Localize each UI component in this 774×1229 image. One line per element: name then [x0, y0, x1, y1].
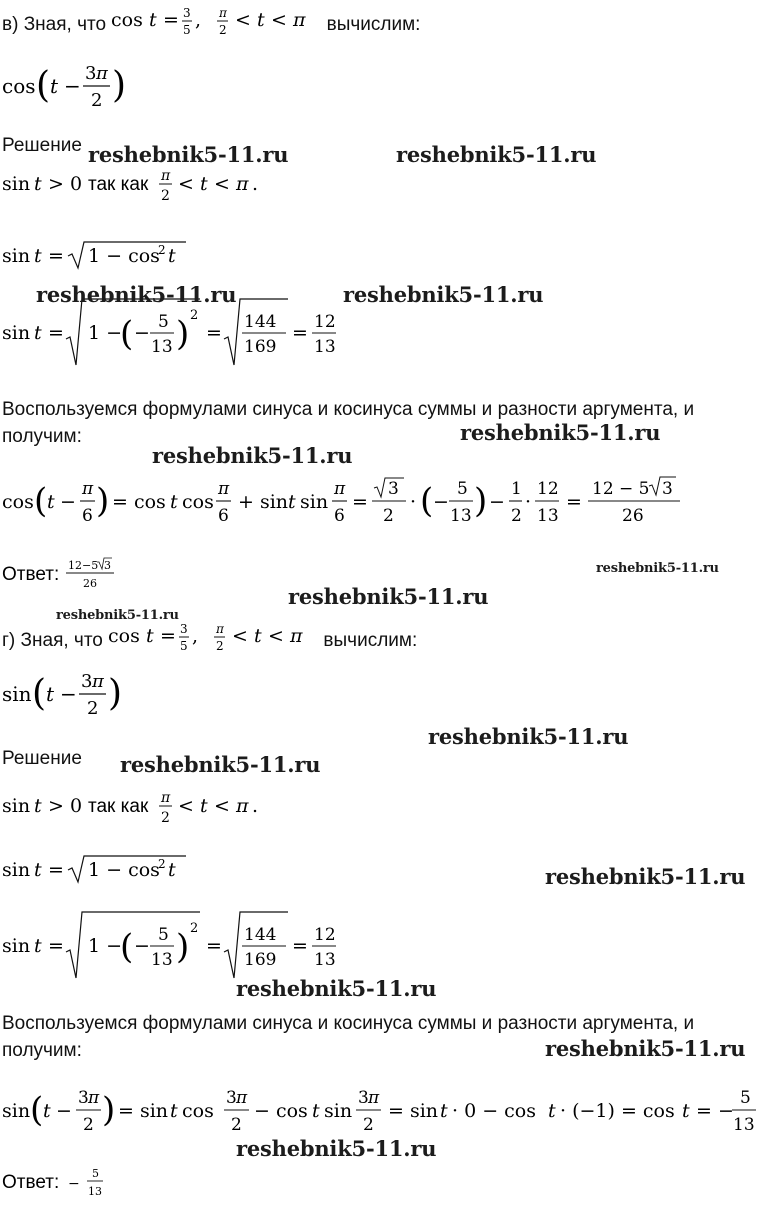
- svg-text:13: 13: [151, 950, 173, 970]
- svg-text:26: 26: [83, 577, 97, 590]
- svg-text:t: t: [440, 1100, 448, 1122]
- svg-text:t: t: [288, 491, 296, 513]
- part-v-solution-label: Решение: [2, 135, 82, 156]
- svg-text:1 −: 1 −: [88, 935, 123, 957]
- svg-text:): ): [474, 481, 488, 521]
- watermark-text: reshebnik5-11.ru: [120, 752, 321, 777]
- part-g-solution-label: Решение: [2, 748, 82, 769]
- svg-text:2: 2: [511, 506, 522, 526]
- watermark-text: reshebnik5-11.ru: [596, 561, 719, 576]
- svg-text:t: t: [170, 491, 178, 513]
- svg-text:2: 2: [219, 23, 227, 37]
- part-v-paragraph: Воспользуемся формулами синуса и косинуса суммы и разности аргумента, и получим:: [2, 399, 695, 447]
- part-v-answer: [2, 554, 152, 600]
- watermark-text: reshebnik5-11.ru: [236, 1136, 437, 1161]
- svg-text:π: π: [96, 63, 108, 84]
- svg-text:π: π: [219, 6, 228, 20]
- part-v-intro: в) Зная, что cos t = 3 5 , π 2 < t < π вычислим:: [2, 4, 420, 44]
- svg-text:π: π: [88, 1088, 100, 1108]
- svg-text:=: =: [48, 859, 64, 881]
- svg-text:13: 13: [314, 950, 336, 970]
- svg-text:π: π: [290, 625, 303, 647]
- svg-text:t: t: [34, 935, 42, 957]
- watermark-text: reshebnik5-11.ru: [396, 142, 597, 167]
- svg-text:3: 3: [85, 63, 97, 84]
- svg-text:12: 12: [314, 925, 336, 945]
- svg-text:t: t: [47, 491, 55, 513]
- svg-text:2: 2: [363, 1115, 374, 1135]
- svg-text:· 0 − cos: · 0 − cos: [452, 1100, 536, 1122]
- svg-text:3: 3: [104, 559, 111, 572]
- svg-text:>: >: [48, 173, 64, 195]
- svg-text:t: t: [146, 625, 154, 647]
- svg-text:<: <: [214, 795, 230, 817]
- svg-text:5: 5: [183, 23, 191, 37]
- svg-text:1 − cos: 1 − cos: [88, 859, 160, 881]
- svg-text:t: t: [34, 322, 42, 344]
- svg-text:t: t: [548, 1100, 556, 1122]
- svg-text:t: t: [34, 245, 42, 267]
- svg-text:13: 13: [537, 506, 559, 526]
- svg-text:(: (: [36, 65, 51, 106]
- part-v-answer-label: Ответ:: [2, 564, 60, 585]
- svg-text:· (−1) = cos: · (−1) = cos: [560, 1100, 675, 1122]
- svg-text:t: t: [682, 1100, 690, 1122]
- svg-text:2: 2: [91, 90, 103, 111]
- watermark-text: reshebnik5-11.ru: [88, 142, 289, 167]
- svg-text:π: π: [368, 1088, 380, 1108]
- svg-text:6: 6: [218, 506, 229, 526]
- svg-text:=: =: [48, 935, 64, 957]
- svg-text:+ sin: + sin: [238, 491, 289, 513]
- svg-text:sin: sin: [2, 322, 31, 344]
- svg-text:cos: cos: [2, 491, 34, 513]
- svg-text:2: 2: [87, 698, 99, 719]
- svg-text:sin: sin: [2, 682, 32, 706]
- svg-text:=: =: [48, 245, 64, 267]
- svg-text:<: <: [268, 625, 285, 647]
- svg-text:(: (: [120, 927, 134, 967]
- svg-text:π: π: [161, 168, 171, 184]
- svg-text:): ): [176, 927, 190, 967]
- svg-text:t: t: [46, 682, 55, 706]
- watermark-text: reshebnik5-11.ru: [236, 976, 437, 1001]
- svg-text:0: 0: [70, 173, 83, 195]
- svg-text:t: t: [34, 795, 42, 817]
- svg-text:−: −: [64, 74, 81, 98]
- part-g-answer: [2, 1162, 152, 1208]
- watermark-text: reshebnik5-11.ru: [545, 1036, 746, 1061]
- svg-text:12: 12: [537, 479, 559, 499]
- part-g-intro: г) Зная, что cos t = 3 5 , π 2 < t < π вычислим:: [2, 620, 417, 660]
- svg-text:13: 13: [151, 337, 173, 357]
- svg-text:12: 12: [314, 312, 336, 332]
- svg-text:.: .: [252, 173, 259, 195]
- svg-text:=: =: [48, 322, 64, 344]
- svg-text:144: 144: [244, 312, 277, 332]
- svg-text:t: t: [34, 173, 42, 195]
- svg-text:cos: cos: [108, 625, 140, 647]
- svg-text:12 − 5: 12 − 5: [592, 479, 650, 499]
- svg-text:−: −: [60, 491, 76, 513]
- watermark-text: reshebnik5-11.ru: [460, 420, 661, 445]
- svg-text:π: π: [236, 1088, 248, 1108]
- svg-text:1 −: 1 −: [88, 322, 123, 344]
- svg-text:(: (: [34, 481, 48, 521]
- part-v-given-math: [111, 4, 321, 44]
- svg-text:t: t: [200, 795, 208, 817]
- svg-text:2: 2: [190, 308, 199, 323]
- svg-text:,: ,: [192, 625, 199, 647]
- svg-text:0: 0: [70, 795, 83, 817]
- part-g-task: [2, 668, 132, 728]
- svg-text:= sin: = sin: [118, 1100, 169, 1122]
- part-g-given-math: [108, 620, 318, 660]
- svg-text:=: =: [206, 322, 222, 344]
- svg-text:sin: sin: [2, 173, 31, 195]
- svg-text:= sin: = sin: [388, 1100, 439, 1122]
- svg-text:3: 3: [180, 622, 188, 636]
- svg-text:π: π: [236, 795, 249, 817]
- svg-text:5: 5: [158, 925, 169, 945]
- part-g-answer-label: Ответ:: [2, 1172, 60, 1193]
- svg-text:=: =: [163, 9, 180, 31]
- svg-text:2: 2: [158, 243, 166, 257]
- svg-text:5: 5: [92, 1167, 99, 1180]
- svg-text:так как: так как: [88, 174, 149, 195]
- svg-text:t: t: [168, 859, 176, 881]
- svg-text:>: >: [48, 795, 64, 817]
- watermark-text: reshebnik5-11.ru: [545, 864, 746, 889]
- svg-text:π: π: [293, 9, 306, 31]
- svg-text:3: 3: [183, 6, 191, 20]
- svg-text:1 − cos: 1 − cos: [88, 245, 160, 267]
- svg-text:так как: так как: [88, 796, 149, 817]
- svg-text:sin: sin: [2, 935, 31, 957]
- svg-text:sin: sin: [300, 491, 329, 513]
- svg-text:(: (: [120, 314, 134, 354]
- svg-text:26: 26: [622, 506, 644, 526]
- svg-text:(: (: [420, 481, 434, 521]
- svg-text:t: t: [254, 625, 262, 647]
- svg-text:): ): [112, 65, 127, 106]
- svg-text:=: =: [292, 322, 308, 344]
- svg-text:t: t: [50, 74, 59, 98]
- svg-text:cos: cos: [182, 1100, 214, 1122]
- svg-text:t: t: [168, 245, 176, 267]
- svg-text:t: t: [170, 1100, 178, 1122]
- svg-text:=: =: [292, 935, 308, 957]
- svg-text:π: π: [161, 790, 171, 806]
- svg-text:−: −: [68, 1176, 80, 1192]
- svg-text:<: <: [271, 9, 288, 31]
- svg-text:169: 169: [244, 950, 277, 970]
- svg-text:,: ,: [195, 9, 202, 31]
- part-g-formula-line: [2, 852, 202, 890]
- svg-text:−: −: [134, 935, 150, 957]
- svg-text:5: 5: [740, 1088, 751, 1108]
- svg-text:5: 5: [457, 479, 468, 499]
- svg-text:2: 2: [383, 506, 394, 526]
- svg-text:3: 3: [358, 1088, 369, 1108]
- svg-text:·: ·: [410, 491, 417, 513]
- svg-text:t: t: [200, 173, 208, 195]
- svg-text:sin: sin: [324, 1100, 353, 1122]
- part-g-sign-line: [2, 784, 282, 834]
- watermark-text: reshebnik5-11.ru: [36, 282, 237, 307]
- svg-text:π: π: [334, 479, 346, 499]
- part-v-task: [2, 60, 132, 120]
- part-g-paragraph: Воспользуемся формулами синуса и косинуса суммы и разности аргумента, и получим:: [2, 1013, 695, 1061]
- svg-text:): ): [96, 481, 110, 521]
- svg-text:6: 6: [82, 506, 93, 526]
- svg-text:−: −: [56, 1100, 72, 1122]
- svg-text:π: π: [82, 479, 94, 499]
- part-v-sign-line: [2, 162, 282, 212]
- part-v-main-eq: [2, 474, 682, 542]
- svg-text:=: =: [160, 625, 177, 647]
- svg-text:t: t: [34, 859, 42, 881]
- part-v-calc-line: [2, 295, 352, 379]
- svg-text:= cos: = cos: [112, 491, 166, 513]
- svg-text:sin: sin: [2, 859, 31, 881]
- svg-text:2: 2: [158, 857, 166, 871]
- svg-text:.: .: [252, 795, 259, 817]
- svg-text:2: 2: [190, 921, 199, 936]
- svg-text:5: 5: [180, 639, 188, 653]
- svg-text:= −: = −: [696, 1100, 734, 1122]
- svg-text:2: 2: [161, 188, 170, 204]
- svg-text:): ): [108, 673, 123, 714]
- svg-text:t: t: [312, 1100, 320, 1122]
- svg-text:−: −: [134, 322, 150, 344]
- svg-text:(: (: [30, 1090, 44, 1130]
- svg-text:<: <: [232, 625, 249, 647]
- svg-text:144: 144: [244, 925, 277, 945]
- svg-text:cos: cos: [182, 491, 214, 513]
- svg-text:2: 2: [216, 639, 224, 653]
- svg-text:3: 3: [388, 479, 399, 499]
- svg-text:t: t: [257, 9, 265, 31]
- svg-text:t: t: [149, 9, 157, 31]
- svg-text:<: <: [214, 173, 230, 195]
- watermark-text: reshebnik5-11.ru: [343, 282, 544, 307]
- svg-text:5: 5: [158, 312, 169, 332]
- svg-text:): ): [176, 314, 190, 354]
- svg-text:π: π: [92, 671, 104, 692]
- svg-text:3: 3: [226, 1088, 237, 1108]
- svg-text:cos: cos: [2, 74, 36, 98]
- svg-text:·: ·: [525, 491, 532, 513]
- part-v-formula-line: [2, 238, 202, 276]
- svg-text:1: 1: [511, 479, 522, 499]
- svg-text:sin: sin: [2, 245, 31, 267]
- svg-text:t: t: [43, 1100, 51, 1122]
- svg-text:2: 2: [231, 1115, 242, 1135]
- svg-text:<: <: [178, 795, 194, 817]
- svg-text:13: 13: [450, 506, 472, 526]
- svg-text:169: 169: [244, 337, 277, 357]
- svg-text:π: π: [218, 479, 230, 499]
- svg-text:− cos: − cos: [254, 1100, 308, 1122]
- svg-text:<: <: [178, 173, 194, 195]
- svg-text:cos: cos: [111, 9, 144, 31]
- svg-text:=: =: [206, 935, 222, 957]
- watermark-text: reshebnik5-11.ru: [56, 608, 179, 623]
- svg-text:6: 6: [334, 506, 345, 526]
- svg-text:−: −: [60, 682, 77, 706]
- svg-text:sin: sin: [2, 795, 31, 817]
- svg-text:π: π: [236, 173, 249, 195]
- svg-text:): ): [102, 1090, 116, 1130]
- svg-text:12−5: 12−5: [68, 559, 99, 572]
- svg-text:13: 13: [733, 1115, 755, 1135]
- svg-text:13: 13: [88, 1185, 102, 1198]
- svg-text:π: π: [216, 622, 225, 636]
- svg-text:−: −: [433, 491, 449, 513]
- svg-text:=: =: [566, 491, 582, 513]
- watermark-text: reshebnik5-11.ru: [152, 443, 353, 468]
- svg-text:(: (: [32, 673, 47, 714]
- svg-text:3: 3: [78, 1088, 89, 1108]
- svg-text:13: 13: [314, 337, 336, 357]
- svg-text:3: 3: [81, 671, 93, 692]
- svg-text:<: <: [235, 9, 252, 31]
- svg-text:2: 2: [161, 810, 170, 826]
- svg-text:3: 3: [662, 479, 673, 499]
- watermark-text: reshebnik5-11.ru: [428, 724, 629, 749]
- svg-text:−: −: [489, 491, 505, 513]
- svg-text:=: =: [352, 491, 368, 513]
- watermark-text: reshebnik5-11.ru: [288, 584, 489, 609]
- svg-text:sin: sin: [2, 1100, 31, 1122]
- svg-text:2: 2: [83, 1115, 94, 1135]
